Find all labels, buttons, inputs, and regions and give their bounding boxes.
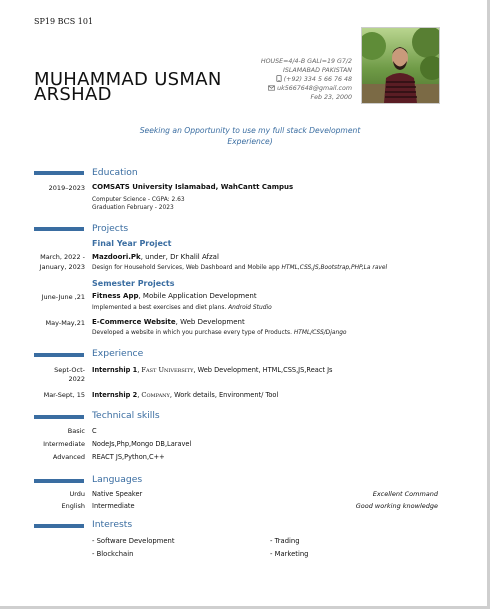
skill-value-basic: C <box>92 427 97 435</box>
languages-bar <box>34 479 84 483</box>
education-detail-1: Computer Science - CGPA: 2.63 <box>92 197 185 203</box>
phone-line <box>200 75 352 84</box>
email-address[interactable]: uk5667648@gmail.com <box>277 85 352 92</box>
skills-title: Technical skills <box>92 410 160 421</box>
address-line-2: ISLAMABAD PAKISTAN <box>283 67 352 74</box>
phone-number[interactable]: (+92) 334 5 66 76 48 <box>283 76 352 83</box>
fyp-date-1: March, 2022 - <box>40 253 85 261</box>
interest-item: - Blockchain <box>92 550 134 558</box>
profile-photo <box>361 27 440 104</box>
i1-date-2: 2022 <box>68 375 85 383</box>
date-of-birth: Feb 23, 2000 <box>310 94 352 101</box>
languages-title: Languages <box>92 474 143 485</box>
education-school: COMSATS University Islamabad, WahCantt Campus <box>92 183 294 191</box>
i1-date-1: Sept-Oct- <box>54 366 85 374</box>
p2-description: Developed a website in which you purchase every type of Products. HTML/CSS/Django <box>92 330 347 336</box>
envelope-icon <box>268 85 275 91</box>
name-line-1: MUHAMMAD USMAN <box>34 69 222 90</box>
p1-description: Implemented a best exercises and diet plans. Android Studio <box>92 305 272 311</box>
education-date: 2019–2023 <box>48 184 85 192</box>
skill-value-intermediate: NodeJs,Php,Mongo DB,Laravel <box>92 440 192 448</box>
language-urdu-level: Native Speaker <box>92 490 143 498</box>
language-english-note: Good working knowledge <box>355 502 438 510</box>
phone-icon <box>276 75 282 82</box>
fyp-date-2: January, 2023 <box>39 263 85 271</box>
language-english: English <box>61 502 85 510</box>
course-code: SP19 BCS 101 <box>34 17 94 26</box>
fyp-title: Mazdoori.Pk, under, Dr Khalil Afzal <box>92 253 219 261</box>
candidate-name <box>34 69 222 105</box>
experience-title: Experience <box>92 348 144 359</box>
interest-item: - Software Development <box>92 537 175 545</box>
experience-bar <box>34 353 84 357</box>
internship-1: Internship 1, Fast University, Web Development, HTML,CSS,JS,React Js <box>92 366 333 374</box>
p2-date: May-May,21 <box>45 319 85 327</box>
interest-item: - Marketing <box>270 550 309 558</box>
fyp-heading: Final Year Project <box>92 239 172 248</box>
fyp-description: Design for Household Services, Web Dashboard and Mobile app HTML,CSS,JS,Bootstrap,PHP,La ravel <box>92 265 388 271</box>
objective-line-1: Seeking an Opportunity to use my full stack Development <box>139 126 361 135</box>
p1-date: June-June ,21 <box>41 293 85 301</box>
internship-2: Internship 2, Company, Work details, Environment/ Tool <box>92 391 279 399</box>
name-line-2: ARSHAD <box>34 84 112 105</box>
education-detail-2: Graduation February - 2023 <box>92 205 174 211</box>
semester-heading: Semester Projects <box>92 279 175 288</box>
skill-level-intermediate: Intermediate <box>43 440 85 448</box>
projects-bar <box>34 227 84 231</box>
interests-bar <box>34 524 84 528</box>
language-urdu: Urdu <box>69 490 85 498</box>
language-english-level: Intermediate <box>92 502 135 510</box>
skills-bar <box>34 415 84 419</box>
address-line-1: HOUSE=4/4-B GALI=19 G7/2 <box>260 58 352 65</box>
language-urdu-note: Excellent Command <box>372 490 438 498</box>
p1-title: Fitness App, Mobile Application Development <box>92 292 257 300</box>
interest-item: - Trading <box>270 537 300 545</box>
projects-title: Projects <box>92 223 129 234</box>
skill-value-advanced: REACT JS,Python,C++ <box>92 453 165 461</box>
email-line <box>200 84 352 93</box>
education-title: Education <box>92 167 138 178</box>
i2-date: Mar-Sept, 15 <box>43 391 85 399</box>
interests-title: Interests <box>92 519 133 530</box>
education-bar <box>34 171 84 175</box>
contact-block <box>200 57 352 102</box>
objective <box>110 125 390 147</box>
skill-level-basic: Basic <box>67 427 85 435</box>
p2-title: E-Commerce Website, Web Development <box>92 318 245 326</box>
skill-level-advanced: Advanced <box>52 453 85 461</box>
objective-line-2: Experience) <box>227 137 273 146</box>
